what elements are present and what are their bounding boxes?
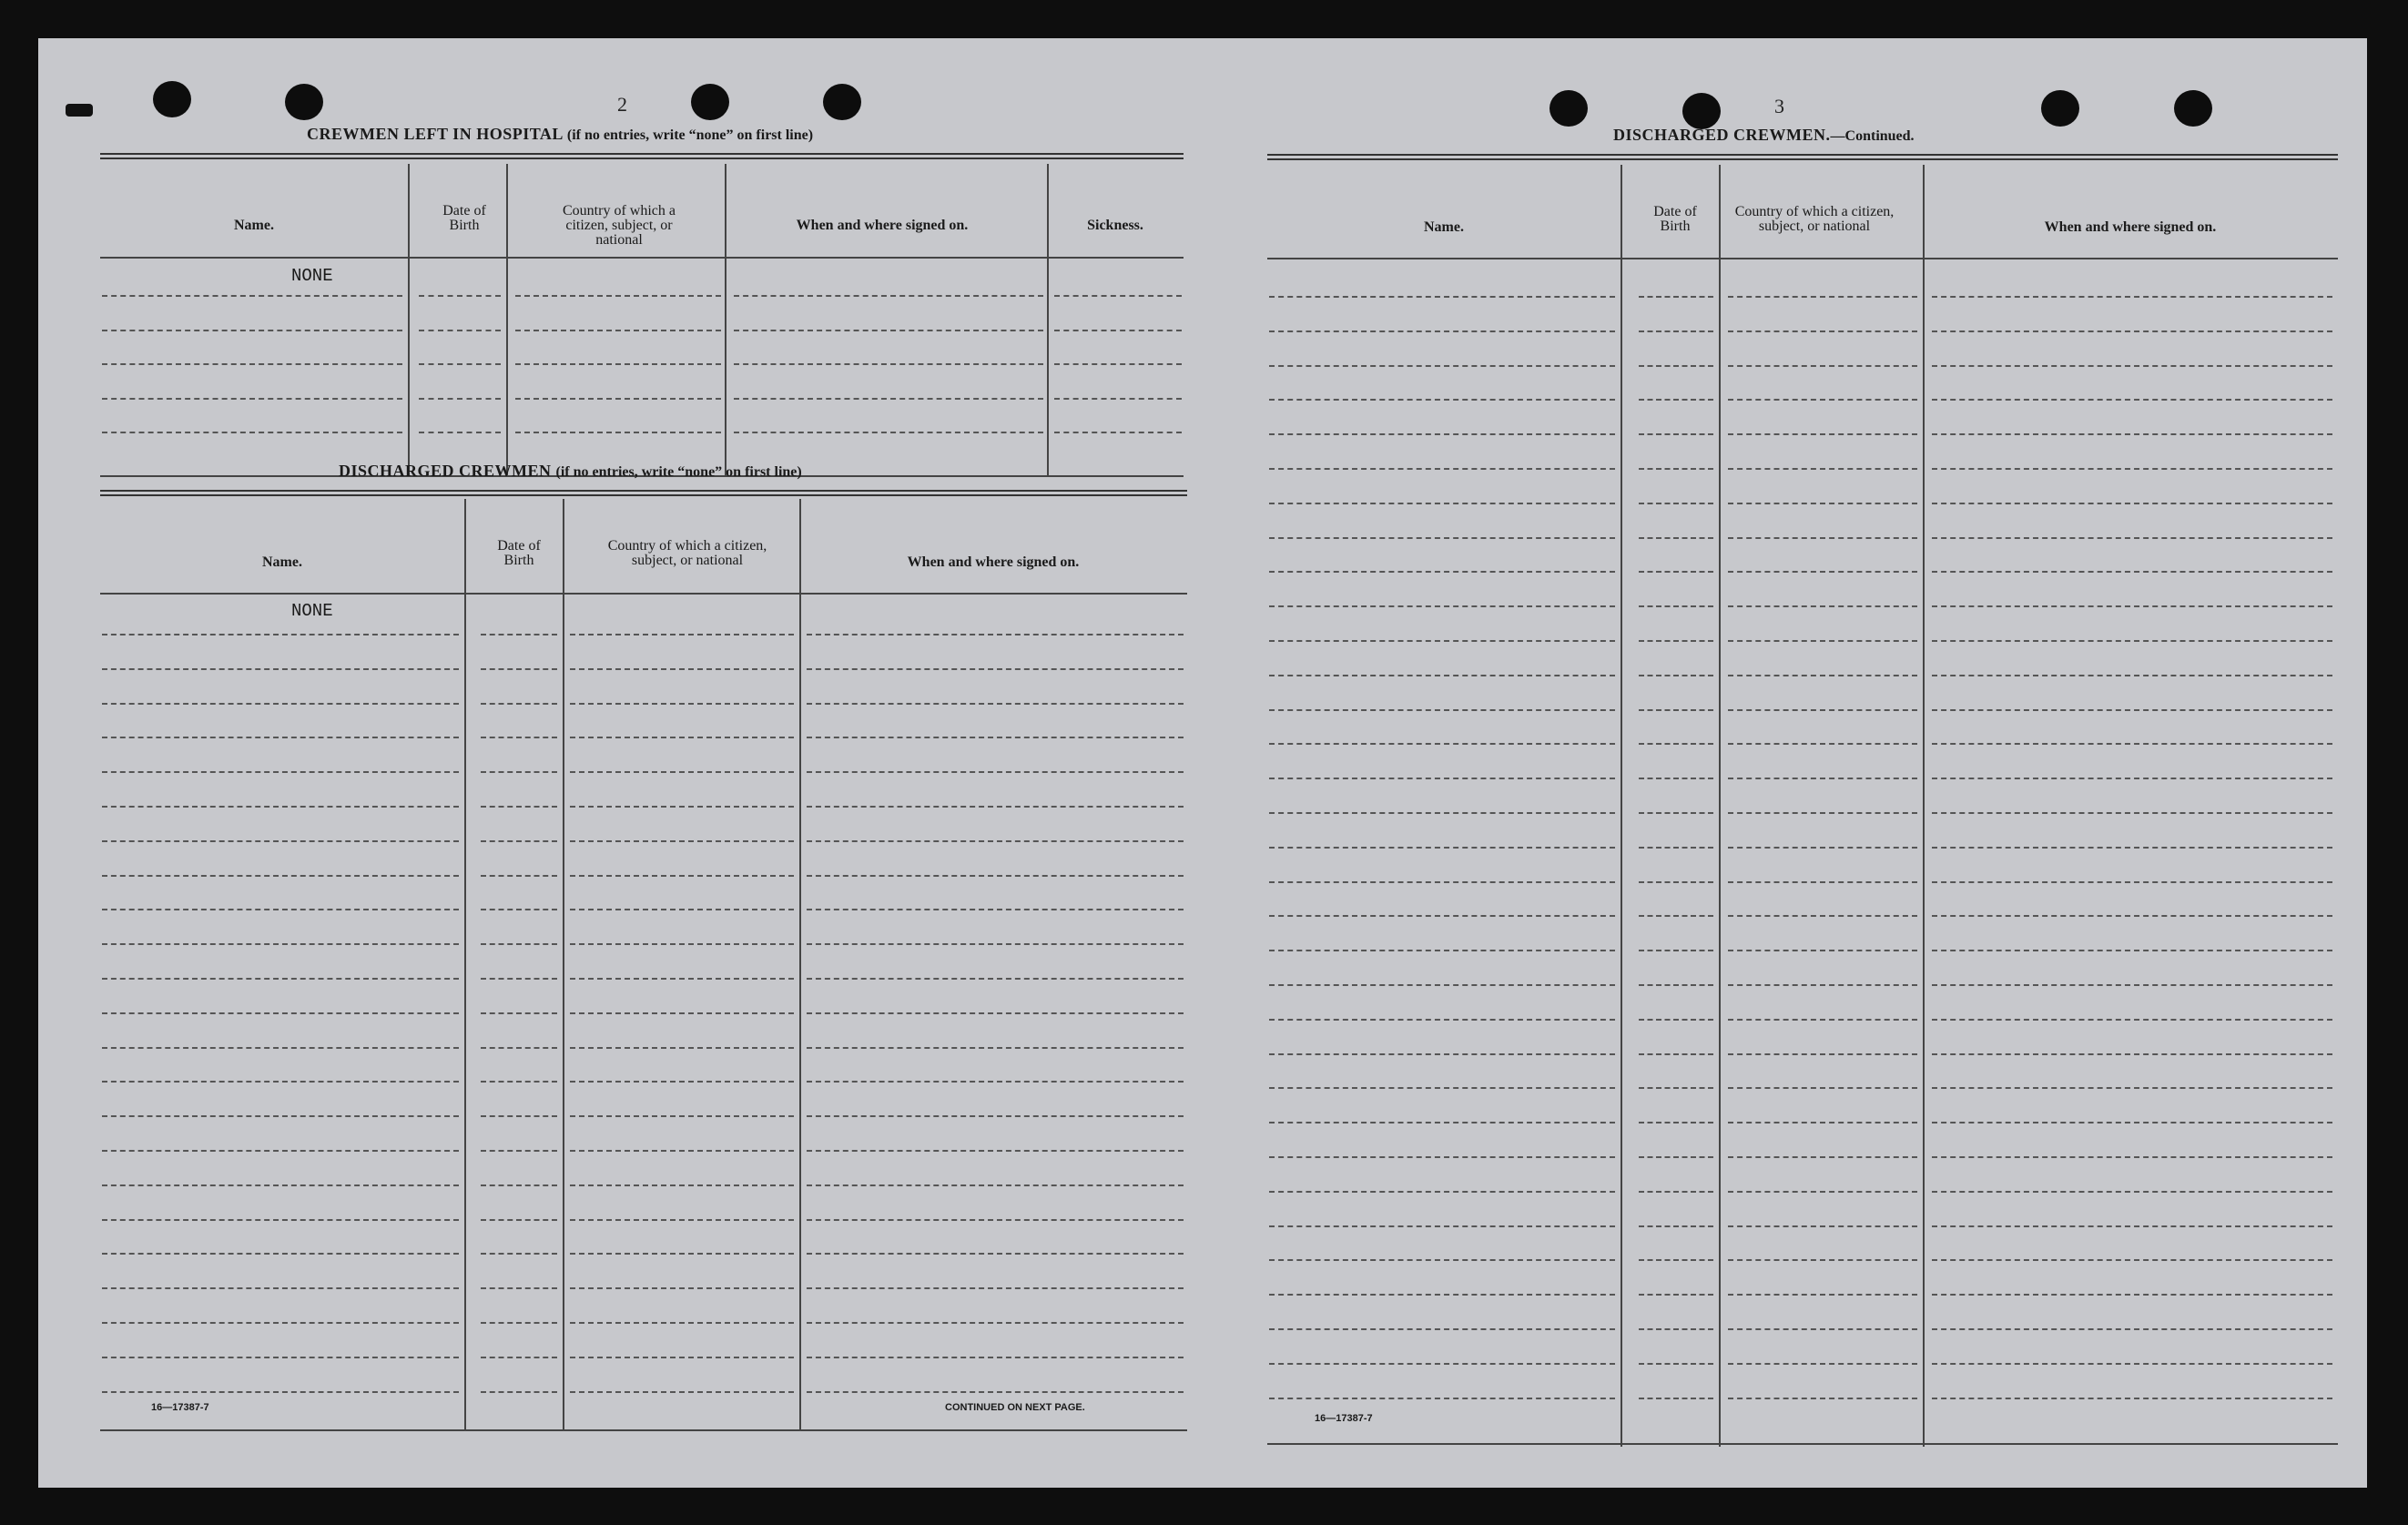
ruling-line [1728, 1398, 1917, 1399]
ruling-line [1932, 675, 2332, 676]
ruling-line [1728, 1259, 1917, 1261]
ruling-line [419, 295, 501, 297]
ruling-line [1269, 1019, 1615, 1021]
punch-hole [2174, 90, 2212, 127]
ruling-line [570, 1081, 794, 1083]
ruling-line [102, 1253, 459, 1255]
ruling-line [570, 703, 794, 705]
ruling-line [1639, 778, 1713, 779]
ruling-line [1728, 468, 1917, 470]
ruling-line [807, 1322, 1184, 1324]
discharged-continued-table [1267, 154, 2338, 1445]
ruling-line [481, 1081, 557, 1083]
ruling-line [1728, 984, 1917, 986]
ruling-line [1639, 571, 1713, 573]
ruling-line [807, 737, 1184, 738]
ruling-line [1639, 881, 1713, 883]
ruling-line [1932, 640, 2332, 642]
continued-note: CONTINUED ON NEXT PAGE. [945, 1402, 1085, 1413]
ruling-line [570, 771, 794, 773]
ruling-line [1728, 330, 1917, 332]
ruling-line [1639, 1053, 1713, 1055]
ruling-line [1269, 296, 1615, 298]
ruling-line [1269, 778, 1615, 779]
ruling-line [419, 363, 501, 365]
ruling-line [570, 1012, 794, 1014]
column-header-country: Country of which a citizen, subject, or national [1734, 204, 1895, 234]
ruling-line [570, 1115, 794, 1117]
ruling-line [1932, 1156, 2332, 1158]
ruling-line [1932, 571, 2332, 573]
ruling-line [1932, 743, 2332, 745]
ruling-line [102, 634, 459, 635]
ruling-line [1932, 1259, 2332, 1261]
ruling-line [807, 1287, 1184, 1289]
ruling-line [1932, 812, 2332, 814]
ruling-line [1269, 571, 1615, 573]
ruling-line [1932, 1053, 2332, 1055]
ruling-line [807, 978, 1184, 980]
ruling-line [570, 1287, 794, 1289]
ruling-line [102, 943, 459, 945]
ruling-line [1269, 605, 1615, 607]
ruling-line [102, 330, 402, 331]
ruling-line [1728, 1191, 1917, 1193]
ruling-line [1728, 640, 1917, 642]
ruling-line [1269, 399, 1615, 401]
ruling-line [1728, 743, 1917, 745]
ruling-line [1728, 1156, 1917, 1158]
ruling-line [1639, 1294, 1713, 1296]
ruling-line [481, 978, 557, 980]
ruling-line [102, 1115, 459, 1117]
ruling-line [1269, 1225, 1615, 1227]
ruling-line [1639, 915, 1713, 917]
ruling-line [1639, 468, 1713, 470]
ruling-line [1639, 950, 1713, 951]
ruling-line [1932, 1122, 2332, 1123]
ruling-line [1639, 365, 1713, 367]
ruling-line [102, 1184, 459, 1186]
ruling-line [1728, 1363, 1917, 1365]
ruling-line [1639, 1019, 1713, 1021]
ruling-line [570, 1184, 794, 1186]
ruling-line [807, 1253, 1184, 1255]
ruling-line [102, 840, 459, 842]
ruling-line [1269, 1156, 1615, 1158]
ruling-line [1639, 1156, 1713, 1158]
ruling-line [515, 432, 721, 433]
ruling-line [1932, 1328, 2332, 1330]
ruling-line [1269, 537, 1615, 539]
ruling-line [807, 1047, 1184, 1049]
ruling-line [1054, 330, 1182, 331]
ruling-line [102, 1047, 459, 1049]
ruling-line [481, 1357, 557, 1358]
ruling-line [1639, 296, 1713, 298]
ruling-line [481, 1150, 557, 1152]
ruling-line [1728, 571, 1917, 573]
punch-hole [1549, 90, 1588, 127]
ruling-line [734, 330, 1043, 331]
ruling-line [1932, 537, 2332, 539]
ruling-line [1639, 812, 1713, 814]
ruling-line [1728, 503, 1917, 504]
ruling-line [102, 1287, 459, 1289]
ruling-line [1932, 433, 2332, 435]
ruling-line [1269, 1191, 1615, 1193]
ruling-line [1269, 433, 1615, 435]
ruling-line [481, 806, 557, 808]
ruling-line [1932, 1398, 2332, 1399]
ruling-line [807, 909, 1184, 910]
ruling-line [1639, 1191, 1713, 1193]
ruling-line [734, 363, 1043, 365]
ruling-line [481, 1047, 557, 1049]
ruling-line [102, 806, 459, 808]
ruling-line [1728, 1122, 1917, 1123]
ruling-line [481, 1253, 557, 1255]
ruling-line [807, 806, 1184, 808]
ruling-line [1728, 1225, 1917, 1227]
ruling-line [481, 1219, 557, 1221]
ruling-line [1932, 605, 2332, 607]
ruling-line [1639, 1122, 1713, 1123]
ruling-line [1932, 984, 2332, 986]
ruling-line [1932, 1294, 2332, 1296]
ruling-line [1269, 743, 1615, 745]
ruling-line [481, 840, 557, 842]
ruling-line [1728, 1053, 1917, 1055]
ruling-line [570, 909, 794, 910]
ruling-line [1054, 363, 1182, 365]
ruling-line [481, 909, 557, 910]
ruling-line [1728, 433, 1917, 435]
ruling-line [1932, 950, 2332, 951]
ruling-line [570, 634, 794, 635]
form-number-left: 16—17387-7 [151, 1402, 209, 1413]
ruling-line [1269, 881, 1615, 883]
ruling-line [1269, 503, 1615, 504]
ruling-line [1269, 1053, 1615, 1055]
ruling-line [1728, 1294, 1917, 1296]
ruling-line [1269, 1122, 1615, 1123]
page-number-left: 2 [617, 93, 627, 116]
hospital-section-title: CREWMEN LEFT IN HOSPITAL (if no entries, write “none” on first line) [307, 125, 814, 143]
ruling-line [1269, 1087, 1615, 1089]
ruling-line [1269, 709, 1615, 711]
ruling-line [1639, 640, 1713, 642]
page-number-right: 3 [1774, 95, 1784, 117]
punch-hole [153, 81, 191, 117]
table-cell-name: NONE [291, 266, 333, 286]
punch-hole [285, 84, 323, 120]
punch-hole [691, 84, 729, 120]
ruling-line [1932, 468, 2332, 470]
column-header-signed-on: When and where signed on. [2044, 219, 2217, 235]
ruling-line [1932, 503, 2332, 504]
ruling-line [1728, 365, 1917, 367]
ruling-line [1932, 399, 2332, 401]
ruling-line [1639, 1363, 1713, 1365]
ruling-line [1728, 915, 1917, 917]
ruling-line [102, 1081, 459, 1083]
ruling-line [102, 432, 402, 433]
ruling-line [1639, 399, 1713, 401]
ruling-line [807, 668, 1184, 670]
ruling-line [481, 771, 557, 773]
ruling-line [807, 943, 1184, 945]
ruling-line [570, 1357, 794, 1358]
ruling-line [570, 1219, 794, 1221]
punch-hole [1682, 93, 1721, 129]
ruling-line [1639, 984, 1713, 986]
ruling-line [1269, 1398, 1615, 1399]
ruling-line [570, 1322, 794, 1324]
discharged-continued-title: DISCHARGED CREWMEN.—Continued. [1613, 126, 1915, 144]
ruling-line [1269, 1294, 1615, 1296]
ruling-line [570, 1047, 794, 1049]
ruling-line [515, 363, 721, 365]
ruling-line [102, 668, 459, 670]
ruling-line [807, 1115, 1184, 1117]
ruling-line [570, 1253, 794, 1255]
ruling-line [1932, 330, 2332, 332]
ruling-line [515, 295, 721, 297]
ruling-line [1269, 847, 1615, 849]
ruling-line [1269, 1328, 1615, 1330]
ruling-line [102, 1219, 459, 1221]
ruling-line [1932, 1363, 2332, 1365]
ruling-line [102, 909, 459, 910]
ruling-line [570, 1391, 794, 1393]
ruling-line [481, 668, 557, 670]
ruling-line [570, 1150, 794, 1152]
ruling-line [1639, 1398, 1713, 1399]
ruling-line [1932, 881, 2332, 883]
ruling-line [102, 363, 402, 365]
ruling-line [1932, 1087, 2332, 1089]
ruling-line [570, 875, 794, 877]
ruling-line [1932, 778, 2332, 779]
ruling-line [102, 1322, 459, 1324]
ruling-line [734, 398, 1043, 400]
ruling-line [807, 1150, 1184, 1152]
ruling-line [1639, 675, 1713, 676]
ruling-line [1728, 950, 1917, 951]
ruling-line [1639, 1328, 1713, 1330]
ruling-line [1054, 398, 1182, 400]
ruling-line [102, 875, 459, 877]
ruling-line [481, 1012, 557, 1014]
column-header-country: Country of which a citizen, subject, or national [607, 538, 767, 568]
ruling-line [1054, 295, 1182, 297]
ruling-line [1269, 1259, 1615, 1261]
ruling-line [102, 1150, 459, 1152]
ruling-line [1932, 1019, 2332, 1021]
ruling-line [1932, 1191, 2332, 1193]
ruling-line [1639, 605, 1713, 607]
ruling-line [1728, 605, 1917, 607]
column-header-country: Country of which a citizen, subject, or national [563, 203, 676, 248]
document-sheet [38, 38, 2367, 1488]
ruling-line [1932, 1225, 2332, 1227]
column-header-signed-on: When and where signed on. [907, 554, 1080, 570]
ruling-line [807, 1184, 1184, 1186]
ruling-line [1269, 915, 1615, 917]
ruling-line [807, 840, 1184, 842]
ruling-line [481, 634, 557, 635]
ruling-line [481, 1391, 557, 1393]
ruling-line [807, 1081, 1184, 1083]
ruling-line [1932, 847, 2332, 849]
ruling-line [1269, 468, 1615, 470]
ruling-line [807, 771, 1184, 773]
ruling-line [807, 1012, 1184, 1014]
ruling-line [734, 432, 1043, 433]
ruling-line [1932, 365, 2332, 367]
column-header-name: Name. [234, 218, 274, 233]
ruling-line [481, 1287, 557, 1289]
column-header-sickness: Sickness. [1087, 218, 1143, 233]
ruling-line [1932, 296, 2332, 298]
ruling-line [807, 1357, 1184, 1358]
ruling-line [1728, 399, 1917, 401]
ruling-line [570, 978, 794, 980]
ruling-line [1639, 433, 1713, 435]
column-header-name: Name. [1424, 219, 1464, 235]
ruling-line [1728, 537, 1917, 539]
column-header-name: Name. [262, 554, 302, 570]
ruling-line [419, 398, 501, 400]
ruling-line [807, 1219, 1184, 1221]
ruling-line [1639, 503, 1713, 504]
ruling-line [1728, 881, 1917, 883]
ruling-line [1269, 1363, 1615, 1365]
table-cell-name: NONE [291, 601, 333, 621]
ruling-line [1269, 812, 1615, 814]
ruling-line [1932, 709, 2332, 711]
column-header-date-of-birth: Date of Birth [1653, 204, 1697, 234]
ruling-line [1639, 537, 1713, 539]
ruling-line [481, 875, 557, 877]
ruling-line [1639, 1259, 1713, 1261]
ruling-line [1639, 330, 1713, 332]
ruling-line [419, 432, 501, 433]
column-header-date-of-birth: Date of Birth [442, 203, 486, 233]
punch-hole [2041, 90, 2079, 127]
ruling-line [102, 398, 402, 400]
ruling-line [102, 737, 459, 738]
ruling-line [1269, 640, 1615, 642]
ruling-line [570, 737, 794, 738]
ruling-line [1269, 984, 1615, 986]
ruling-line [419, 330, 501, 331]
ruling-line [1728, 675, 1917, 676]
ruling-line [1269, 365, 1615, 367]
ruling-line [1728, 709, 1917, 711]
ruling-line [102, 703, 459, 705]
ruling-line [1639, 1225, 1713, 1227]
column-header-date-of-birth: Date of Birth [497, 538, 541, 568]
ruling-line [807, 634, 1184, 635]
ruling-line [102, 1391, 459, 1393]
hospital-table [100, 153, 1184, 477]
ruling-line [570, 806, 794, 808]
ruling-line [481, 703, 557, 705]
discharged-table [100, 490, 1187, 1433]
ruling-line [515, 398, 721, 400]
ruling-line [102, 295, 402, 297]
ruling-line [515, 330, 721, 331]
ruling-line [734, 295, 1043, 297]
ruling-line [570, 840, 794, 842]
ruling-line [1728, 812, 1917, 814]
ruling-line [1269, 675, 1615, 676]
ruling-line [1269, 950, 1615, 951]
ruling-line [807, 875, 1184, 877]
ruling-line [1639, 743, 1713, 745]
ruling-line [481, 1322, 557, 1324]
ruling-line [807, 1391, 1184, 1393]
ruling-line [1728, 296, 1917, 298]
ruling-line [481, 1184, 557, 1186]
discharged-section-title: DISCHARGED CREWMEN (if no entries, write “none” on first line) [339, 462, 802, 480]
ruling-line [1639, 709, 1713, 711]
ruling-line [481, 737, 557, 738]
ruling-line [807, 703, 1184, 705]
ruling-line [1728, 1019, 1917, 1021]
ruling-line [102, 771, 459, 773]
ruling-line [1728, 1087, 1917, 1089]
ruling-line [481, 943, 557, 945]
ruling-line [1728, 847, 1917, 849]
ruling-line [1728, 778, 1917, 779]
ruling-line [1269, 330, 1615, 332]
scan-mark [66, 104, 93, 117]
punch-hole [823, 84, 861, 120]
form-number-right: 16—17387-7 [1315, 1413, 1373, 1424]
ruling-line [1639, 847, 1713, 849]
column-header-signed-on: When and where signed on. [796, 218, 969, 233]
ruling-line [481, 1115, 557, 1117]
ruling-line [1639, 1087, 1713, 1089]
ruling-line [102, 978, 459, 980]
ruling-line [1728, 1328, 1917, 1330]
ruling-line [570, 943, 794, 945]
ruling-line [102, 1012, 459, 1014]
ruling-line [1932, 915, 2332, 917]
ruling-line [102, 1357, 459, 1358]
ruling-line [570, 668, 794, 670]
ruling-line [1054, 432, 1182, 433]
